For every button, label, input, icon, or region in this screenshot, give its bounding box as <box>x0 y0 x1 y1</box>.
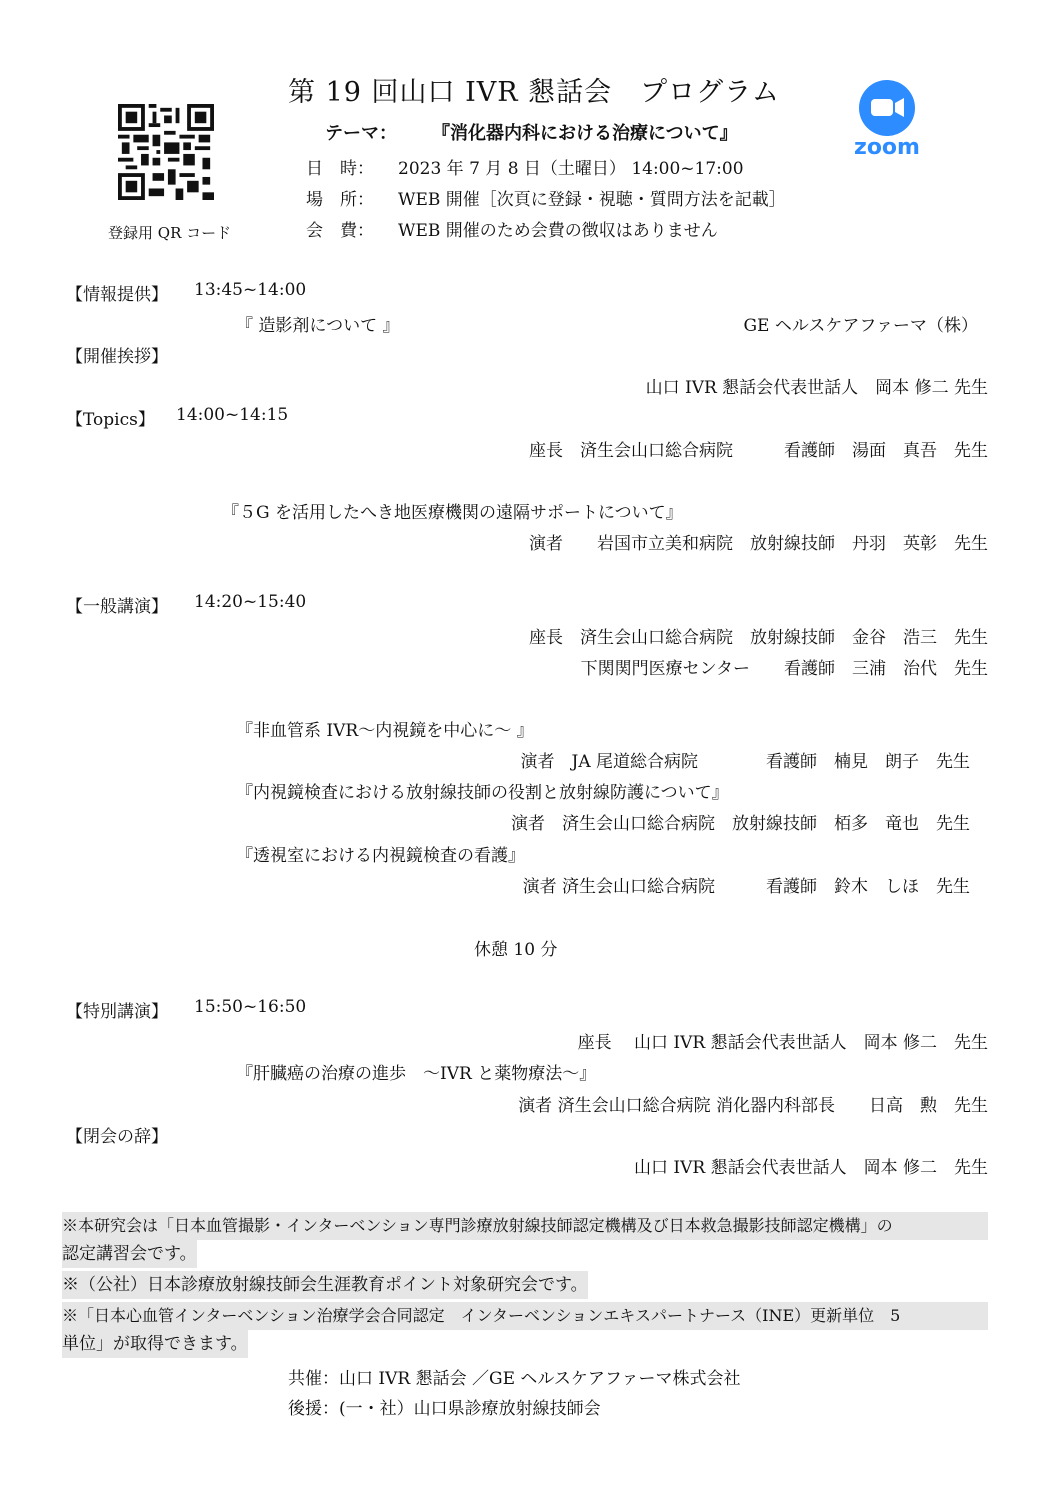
note-1-line-1: ※本研究会は「日本血管撮影・インターベンション専門診療放射線技師認定機構及び日本救急撮影技師認定機構」の <box>62 1212 988 1240</box>
break-text: 休憩 10 分 <box>474 940 558 960</box>
page-title: 第 19 回山口 IVR 懇話会 プログラム <box>288 77 780 108</box>
info-title: 『 造影剤について 』 <box>236 316 400 336</box>
note-3-line-1: ※「日本心血管インターベンション治療学会合同認定 インターベンションエキスパートナース（INE）更新単位 5 <box>62 1302 988 1330</box>
special-heading: 【特別講演】 <box>66 1002 168 1022</box>
date-value: 2023 年 7 月 8 日（土曜日） 14:00~17:00 <box>398 159 744 179</box>
note-3-line-2: 単位」が取得できます。 <box>62 1330 248 1358</box>
note-1-line-2: 認定講習会です。 <box>62 1240 197 1268</box>
topics-chair: 座長 済生会山口総合病院 看護師 湯面 真吾 先生 <box>529 441 988 461</box>
info-time: 13:45~14:00 <box>194 280 307 300</box>
topics-time: 14:00~14:15 <box>176 405 289 425</box>
fee-label: 会 費： <box>306 221 374 241</box>
topics-heading: 【Topics】 <box>66 410 155 430</box>
zoom-logo-text: zoom <box>854 135 920 158</box>
general-heading: 【一般講演】 <box>66 597 168 617</box>
talk3-speaker: 演者 済生会山口総合病院 看護師 鈴木 しほ 先生 <box>522 877 970 897</box>
info-heading: 【情報提供】 <box>66 285 168 305</box>
topics-speaker: 演者 岩国市立美和病院 放射線技師 丹羽 英彰 先生 <box>529 534 988 554</box>
talk3-title: 『透視室における内視鏡検査の看護』 <box>236 846 525 866</box>
opening-speaker: 山口 IVR 懇話会代表世話人 岡本 修二 先生 <box>645 378 988 398</box>
talk1-speaker: 演者 JA 尾道総合病院 看護師 楠見 朗子 先生 <box>520 752 970 772</box>
zoom-icon <box>846 78 928 158</box>
place-label: 場 所： <box>306 190 374 210</box>
special-speaker: 演者 済生会山口総合病院 消化器内科部長 日高 勲 先生 <box>518 1096 988 1116</box>
fee-value: WEB 開催のため会費の徴収はありません <box>398 221 718 241</box>
special-title: 『肝臓癌の治療の進歩 〜IVR と薬物療法〜』 <box>236 1064 597 1084</box>
closing-speaker: 山口 IVR 懇話会代表世話人 岡本 修二 先生 <box>633 1158 988 1178</box>
closing-heading: 【閉会の辞】 <box>66 1127 168 1147</box>
general-chair-1: 座長 済生会山口総合病院 放射線技師 金谷 浩三 先生 <box>529 628 988 648</box>
talk2-title: 『内視鏡検査における放射線技師の役割と放射線防護について』 <box>236 783 729 803</box>
info-company: GE ヘルスケアファーマ（株） <box>743 316 978 336</box>
topics-title: 『５G を活用したへき地医療機関の遠隔サポートについて』 <box>222 503 683 523</box>
date-label: 日 時： <box>306 159 374 179</box>
general-time: 14:20~15:40 <box>194 592 307 612</box>
talk2-speaker: 演者 済生会山口総合病院 放射線技師 栢多 竜也 先生 <box>511 814 970 834</box>
opening-heading: 【開催挨拶】 <box>66 347 168 367</box>
support-text: 後援：(一・社）山口県診療放射線技師会 <box>288 1399 601 1419</box>
talk1-title: 『非血管系 IVR〜内視鏡を中心に〜 』 <box>236 721 534 741</box>
special-time: 15:50~16:50 <box>194 997 307 1017</box>
note-2: ※（公社）日本診療放射線技師会生涯教育ポイント対象研究会です。 <box>62 1271 588 1299</box>
qr-code <box>118 104 214 200</box>
cohost-text: 共催：山口 IVR 懇話会 ／GE ヘルスケアファーマ株式会社 <box>288 1369 741 1389</box>
special-chair: 座長 山口 IVR 懇話会代表世話人 岡本 修二 先生 <box>577 1033 988 1053</box>
qr-caption: 登録用 QR コード <box>108 224 232 242</box>
theme-label: テーマ： <box>325 123 397 144</box>
general-chair-2: 下関関門医療センター 看護師 三浦 治代 先生 <box>580 659 988 679</box>
place-value: WEB 開催［次頁に登録・視聴・質問方法を記載］ <box>398 190 786 210</box>
theme-text: 『消化器内科における治療について』 <box>432 123 738 144</box>
